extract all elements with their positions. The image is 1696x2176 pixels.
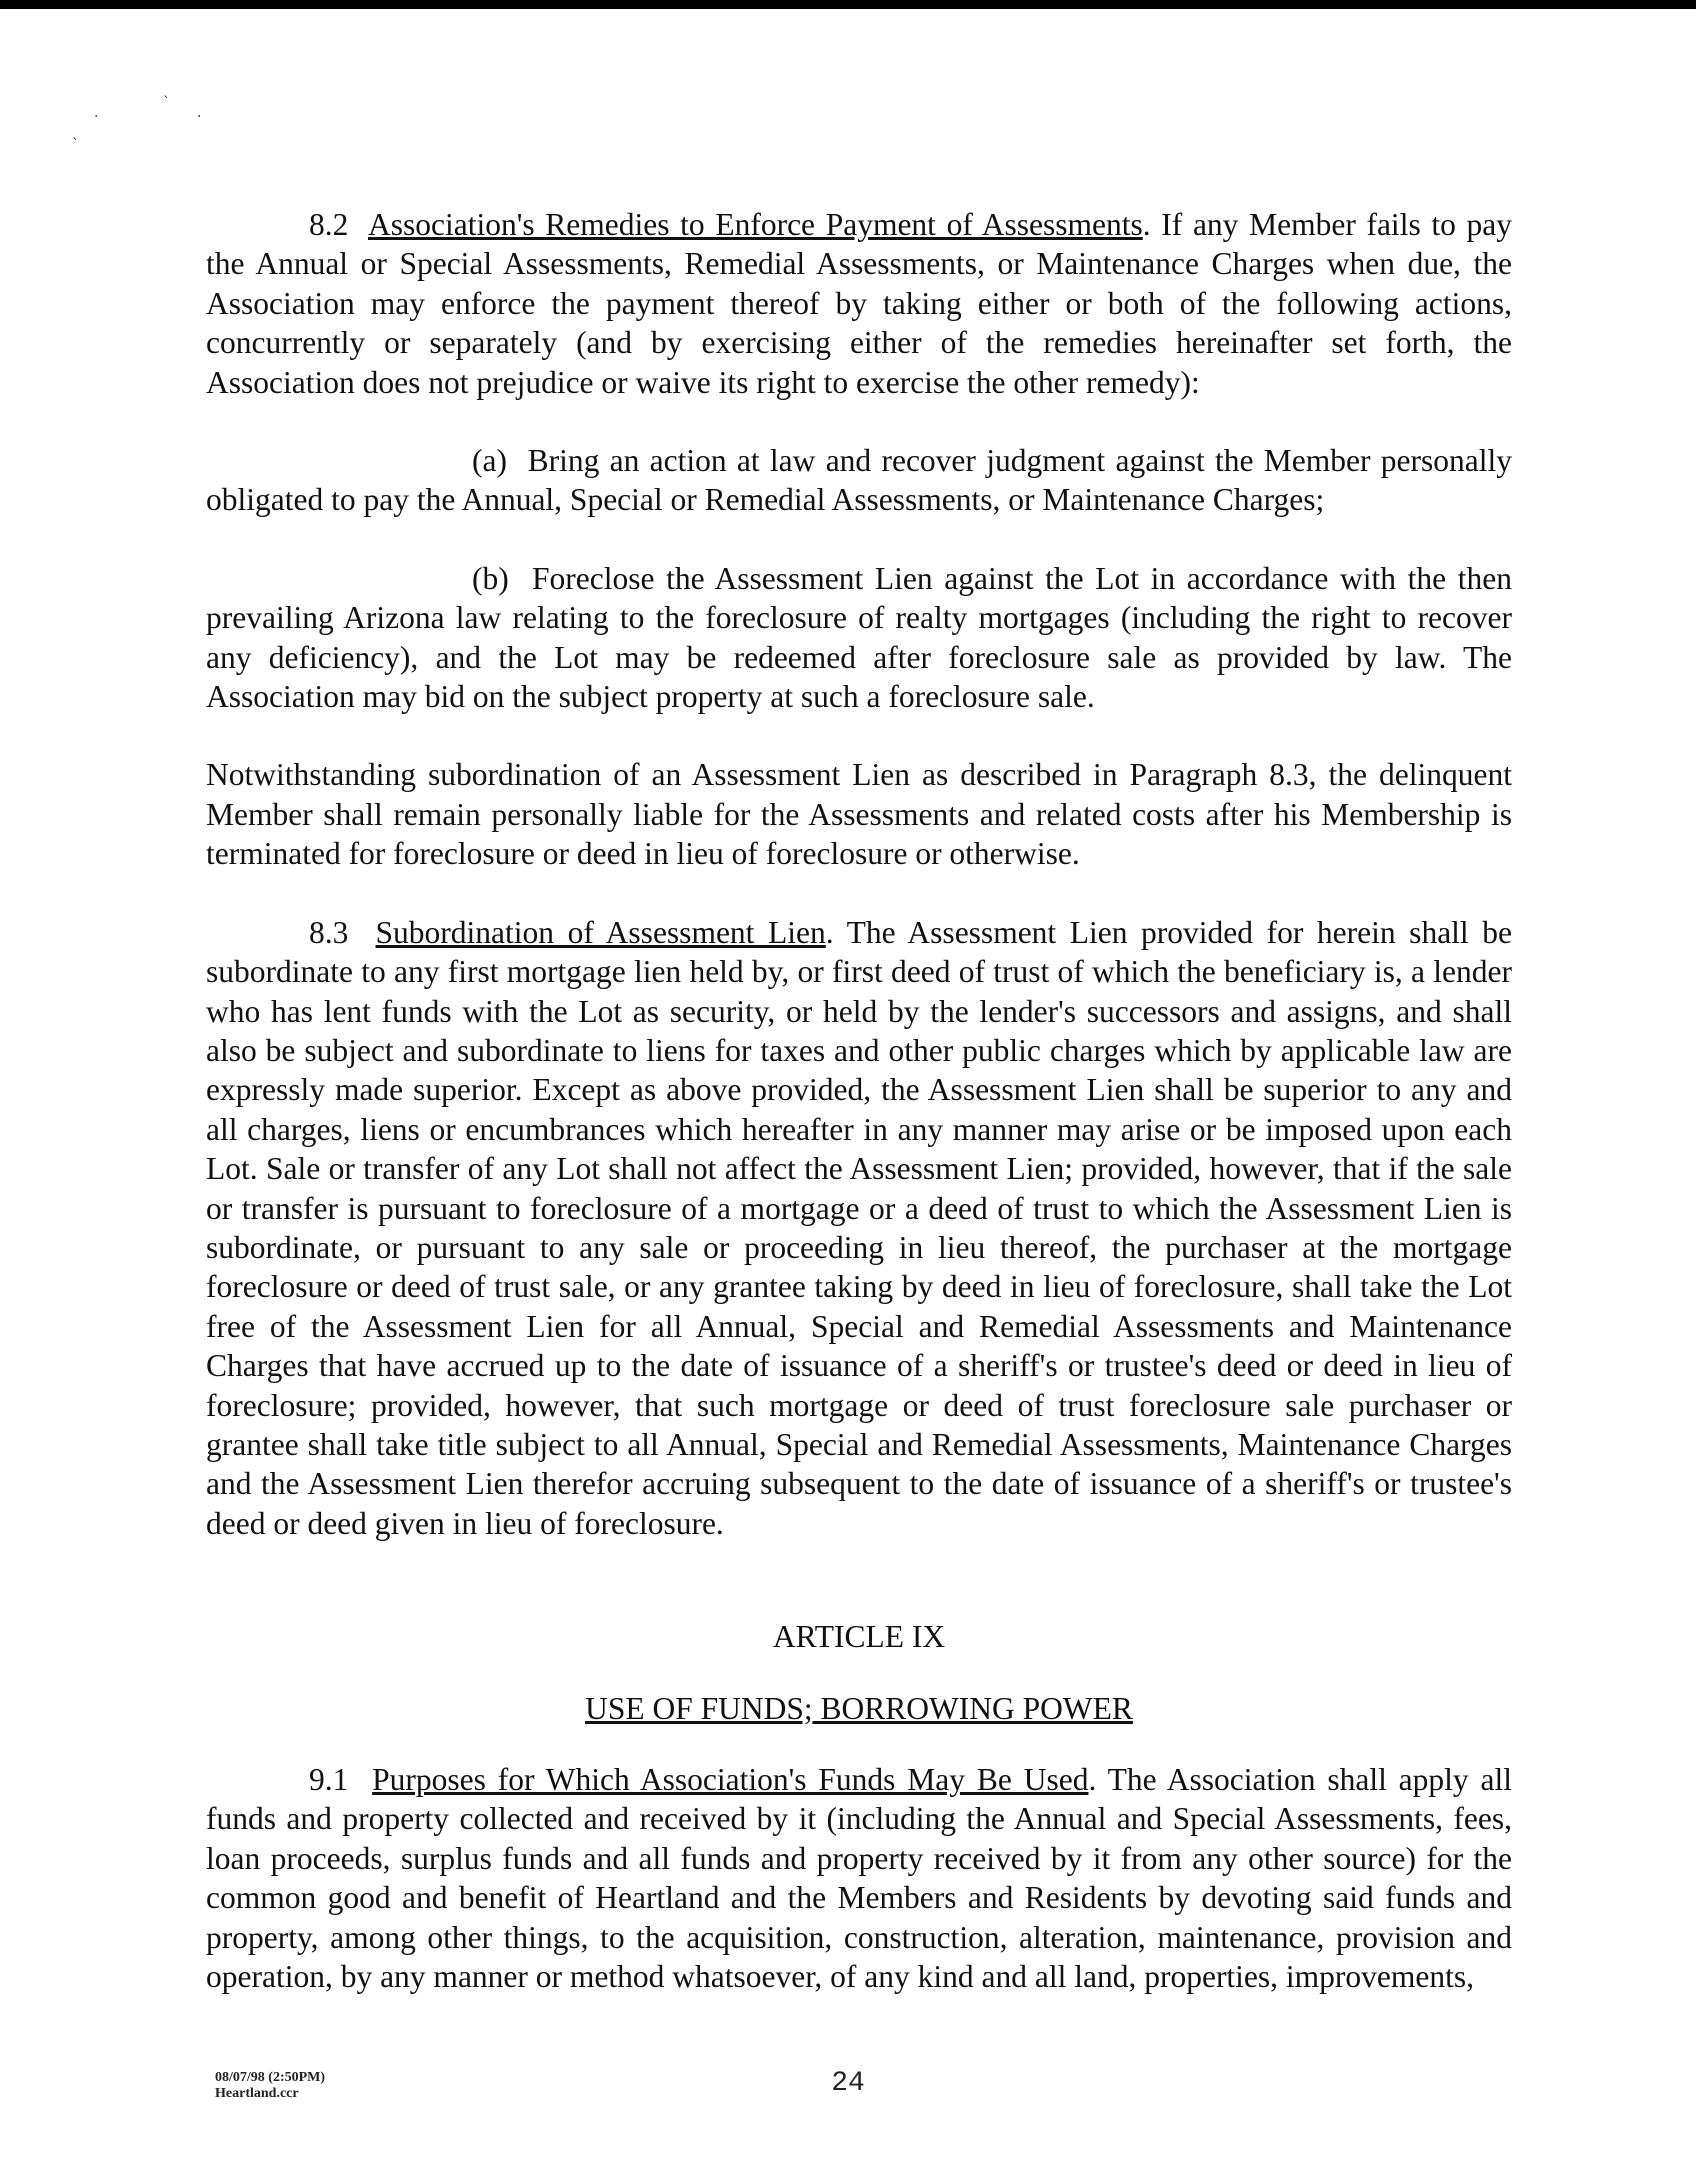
section-8-3-paragraph [206,913,1512,1544]
scan-speck: · [94,109,99,125]
section-8-2-paragraph [206,205,1512,402]
item-b-label: (b) [472,560,509,596]
section-8-3-number: 8.3 [309,914,349,950]
document-page [206,205,1512,1996]
footer-filename: Heartland.ccr [215,2086,299,2101]
section-9-1-number: 9.1 [309,1762,349,1797]
section-8-2-number: 8.2 [309,207,349,242]
page-number: 24 [831,2068,865,2099]
section-9-1-paragraph [206,1760,1512,1996]
notwithstanding-paragraph: Notwithstanding subordination of an Assessment Lien as described in Paragraph 8.3, the delinquent Member shall remain personally liable for the Assessments and related costs after his Membership is terminated for foreclosure or deed in lieu of foreclosure or otherwise. [206,757,1512,872]
item-a-label: (a) [472,443,507,479]
item-a-paragraph [206,441,1512,520]
section-9-1-body: . The Association shall apply all funds and property collected and received by it (including the Annual and Special Assessments, fees, loan proceeds, surplus funds and all funds and property received by it from any other source) for the common good and benefit of Heartland and the Members and Residents by devoting said funds and property, among other things, to the acquisition, construction, alteration, maintenance, provision and operation, by any manner or method whatsoever, of any kind and all land, properties, improvements, [206,1762,1513,1995]
section-9-1-heading: Purposes for Which Association's Funds May Be Used [372,1762,1089,1797]
scan-speck: ˋ [72,137,79,153]
article-subtitle: USE OF FUNDS; BORROWING POWER [585,1690,1133,1726]
article-title: ARTICLE IX [772,1619,946,1655]
section-8-2-body: . If any Member fails to pay the Annual or Special Assessments, Remedial Assessments, or Maintenance Charges when due, the Association may enforce the payment thereof by taking either or both of the following actions, concurrently or separately (and by exercising either of the remedies hereinafter set forth, the Association does not prejudice or waive its right to exercise the other remedy): [206,207,1513,400]
scan-top-border [0,0,1696,9]
section-8-3-heading: Subordination of Assessment Lien [375,914,826,950]
scan-speck: · [197,109,202,125]
section-8-2-heading: Association's Remedies to Enforce Payment of Assessments [367,207,1143,242]
item-b-paragraph [206,559,1512,717]
footer-date: 08/07/98 (2:50PM) [215,2070,326,2085]
section-8-3-body: . The Assessment Lien provided for herein shall be subordinate to any first mortgage lien held by, or first deed of trust of which the beneficiary is, a lender who has lent funds with the Lot as security, or held by the lender's successors and assigns, and shall also be subject and subordinate to liens for taxes and other public charges which by applicable law are expressly made superior. Except as above provided, the Assessment Lien shall be superior to any and all charges, liens or encumbrances which hereafter in any manner may arise or be imposed upon each Lot. Sale or transfer of any Lot shall not affect the Assessment Lien; provided, however, that if the sale or transfer is pursuant to foreclosure of a mortgage or a deed of trust to which the Assessment Lien is subordinate, or pursuant to any sale or proceeding in lieu thereof, the purchaser at the mortgage foreclosure or deed of trust sale, or any grantee taking by deed in lieu of foreclosure, shall take the Lot free of the Assessment Lien for all Annual, Special and Remedial Assessments and Maintenance Charges that have accrued up to the date of issuance of a sheriff's or trustee's deed or deed in lieu of foreclosure; provided, however, that such mortgage or deed of trust foreclosure sale purchaser or grantee shall take title subject to all Annual, Special and Remedial Assessments, Maintenance Charges and the Assessment Lien therefor accruing subsequent to the date of issuance of a sheriff's or trustee's deed or deed given in lieu of foreclosure. [206,914,1512,1541]
item-a-text: Bring an action at law and recover judgment against the Member personally obligated to pay the Annual, Special or Remedial Assessments, or Maintenance Charges; [206,443,1513,518]
scan-speck: ˋ [163,95,170,111]
item-b-text: Foreclose the Assessment Lien against the Lot in accordance with the then prevailing Arizona law relating to the foreclosure of realty mortgages (including the right to recover any deficiency), and the Lot may be redeemed after foreclosure sale as provided by law. The Association may bid on the subject property at such a foreclosure sale. [206,560,1512,715]
